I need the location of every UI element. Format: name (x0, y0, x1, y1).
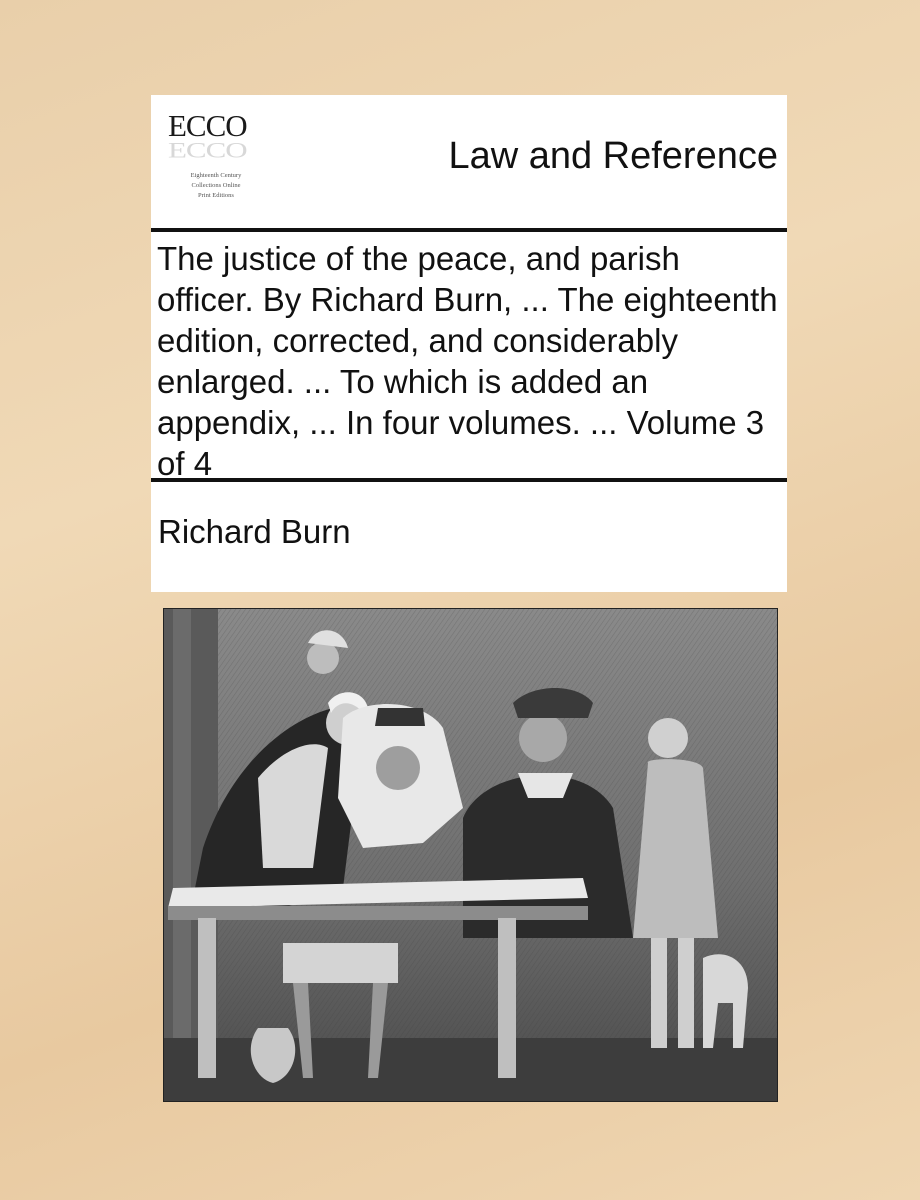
logo-reflection: ECCO (168, 138, 247, 163)
logo-subtitle-line-1: Eighteenth Century (190, 172, 242, 179)
series-title: Law and Reference (448, 135, 778, 177)
logo-subtitle-line-2: Collections Online (191, 182, 241, 189)
logo-letters: ECCO (168, 108, 247, 143)
engraving-scene-icon (163, 608, 778, 1102)
book-title: The justice of the peace, and parish officer. By Richard Burn, ... The eighteenth edition, corrected, and considerably enlarged. ... To which is added an appendix, ... In four volumes. ... Volume 3 of 4 (157, 240, 778, 482)
ecco-logo (168, 108, 260, 208)
logo-subtitle-line-3: Print Editions (198, 192, 234, 199)
book-author: Richard Burn (158, 513, 351, 550)
